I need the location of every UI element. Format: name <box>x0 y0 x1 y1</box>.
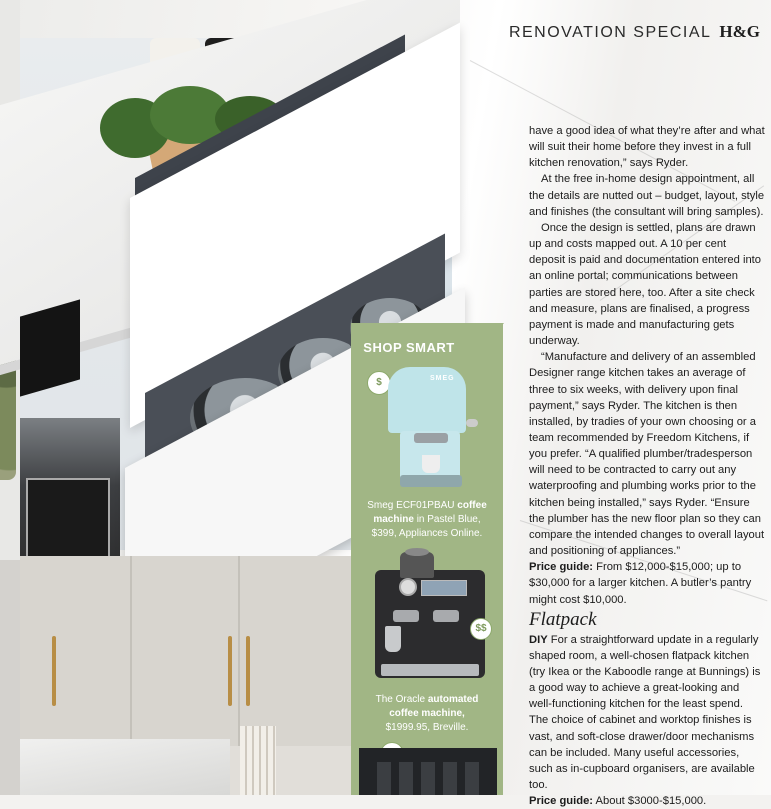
article-paragraph: At the free in-home design appointment, all the details are nutted out – budget, layout, style and finishes (the consultant will bring samples). <box>529 173 765 218</box>
drip-tray <box>381 664 479 676</box>
oracle-coffee-machine-image <box>375 548 485 688</box>
section-label: RENOVATION SPECIAL <box>508 24 712 41</box>
product-colour: in Pastel Blue, <box>416 514 481 525</box>
lcd-panel <box>421 580 467 596</box>
price-badge: $ <box>367 371 391 395</box>
article-paragraph: have a good idea of what they’re after and what will suit their home before they invest in a full kitchen renovation,” says Ryder. <box>529 125 765 170</box>
product-type: automated coffee machine, <box>389 694 479 719</box>
page-header <box>509 22 760 42</box>
product-type: coffee machine <box>373 500 487 525</box>
diy-text: For a straightforward update in a regularly shaped room, a well-chosen flatpack kitchen (try Ikea or the Kaboodle range at Bunnings) is a good way to achieve a great-looking and well-functioning kitchen for the least spend. The choice of cabinet and worktop finishes is vast, and soft-close drawer/door mechanisms can be included. Many useful accessories, such as in-cupboard organisers, are available too. <box>529 633 761 792</box>
cooktop <box>20 299 80 396</box>
steam-wand <box>433 610 459 622</box>
price-guide-text: About $3000-$15,000. <box>593 795 707 808</box>
smeg-logo: SMEG <box>430 375 455 382</box>
article-paragraph <box>529 632 765 794</box>
article-column <box>529 123 765 809</box>
article-paragraph: Once the design is settled, plans are drawn up and costs mapped out. A 10 per cent deposit is paid and documentation entered into an online portal; communications between parties are stored here, too. After a site check and measure, plans are finalised, a progress payment is made and manufacturing gets underway. <box>529 221 761 348</box>
chair-back <box>240 726 276 795</box>
product-price: $399, Appliances Online. <box>371 528 483 539</box>
magazine-brand: H&G <box>719 22 760 41</box>
price-guide-text: From $12,000-$15,000; up to $30,000 for a larger kitchen. A butler’s pantry might cost $10,000. <box>529 561 752 606</box>
group-head <box>414 433 448 443</box>
group-head <box>393 610 419 622</box>
cabinet-door <box>240 556 354 746</box>
slot <box>443 762 457 795</box>
third-product-image <box>359 748 497 795</box>
shop-smart-title: SHOP SMART <box>363 340 455 355</box>
price-badge: $$ <box>470 618 492 640</box>
panel-corner <box>478 323 504 355</box>
cabinet-handle <box>228 636 232 706</box>
product-name: Smeg ECF01PBAU <box>367 500 455 511</box>
slot <box>465 762 479 795</box>
price-guide-label: Price guide: <box>529 795 594 808</box>
smeg-caption <box>360 499 494 541</box>
product-price: $1999.95, Breville. <box>385 722 469 733</box>
price-guide-paragraph <box>529 559 765 607</box>
subheading: Flatpack <box>529 608 597 630</box>
cabinet-door <box>20 556 132 746</box>
diy-label: DIY <box>529 633 548 646</box>
price-guide-paragraph <box>529 793 765 809</box>
cabinet-handle <box>52 636 56 706</box>
slot <box>399 762 413 795</box>
milk-jug <box>385 626 401 652</box>
steam-knob <box>466 419 478 427</box>
slot <box>377 762 391 795</box>
price-guide-label: Price guide: <box>529 561 594 574</box>
pressure-gauge <box>399 578 417 596</box>
photo-edge <box>0 560 20 795</box>
drip-tray <box>400 475 462 487</box>
hopper-lid <box>405 548 429 556</box>
cabinet-door <box>132 556 240 746</box>
cabinet-handle <box>246 636 250 706</box>
smeg-coffee-machine-image <box>380 363 480 493</box>
oracle-caption <box>360 693 494 735</box>
cup <box>422 455 440 473</box>
product-name: The Oracle <box>375 694 426 705</box>
article-paragraph: “Manufacture and delivery of an assembled Designer range kitchen takes an average of three to six weeks, with delivery upon final payment,” says Ryder. The kitchen is then installed, by tradies of your own choosing or a team recommended by Freedom Kitchens, if you prefer. “A qualified plumber/tradesperson will need to be contracted to carry out any waterproofing and plumbing works prior to the kitchen being installed,” says Ryder. “Ensure the plumber has the new floor plan so they can compare the intended changes to overall layout and positioning of appliances.” <box>529 351 765 558</box>
marble-island <box>20 739 230 795</box>
slot <box>421 762 435 795</box>
kitchen-cabinets-photo <box>20 556 352 795</box>
